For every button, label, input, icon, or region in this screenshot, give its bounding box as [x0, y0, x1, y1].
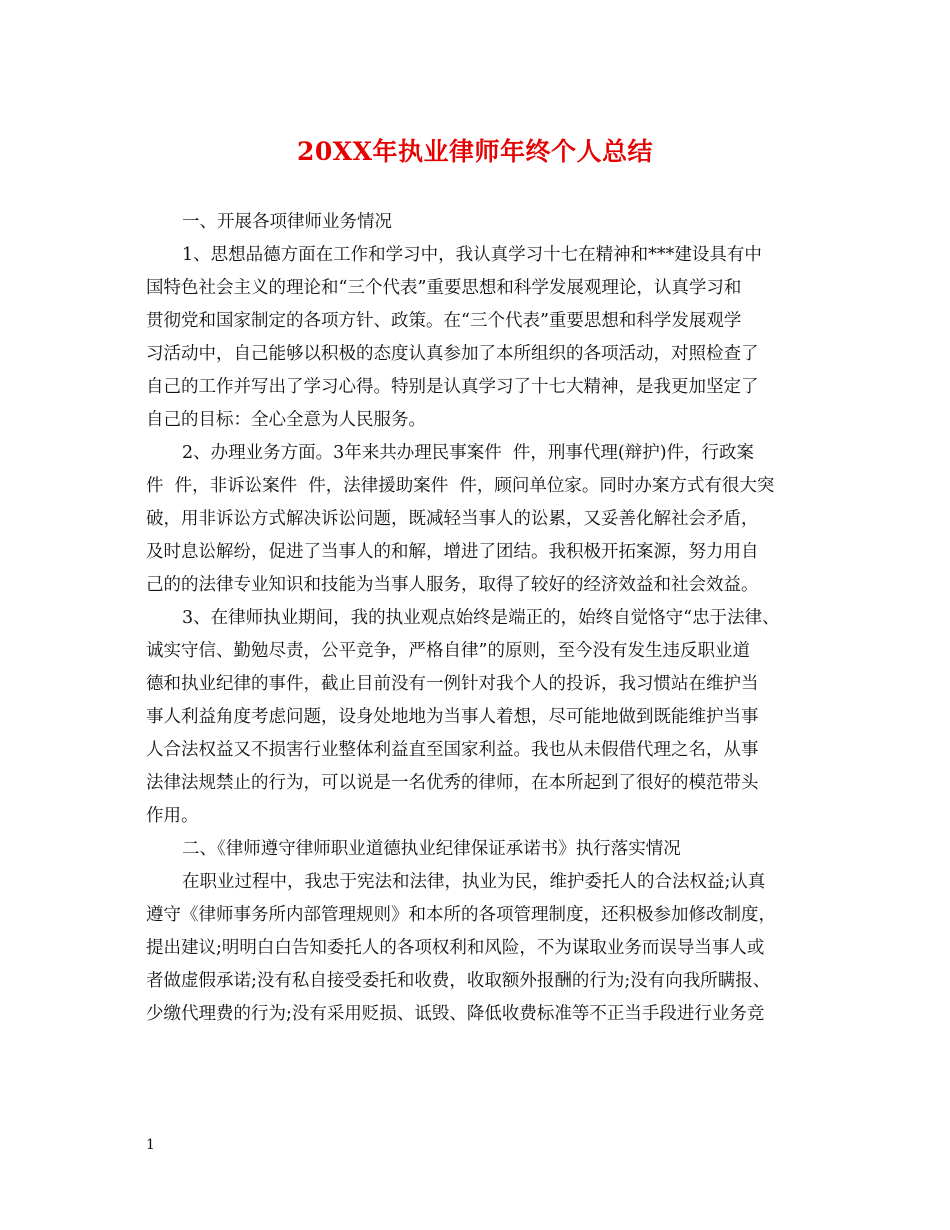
paragraph-line: 3、在律师执业期间，我的执业观点始终是端正的，始终自觉恪守“忠于法律、: [182, 608, 780, 628]
paragraph-line: 提出建议;明明白白告知委托人的各项权利和风险，不为谋取业务而误导当事人或: [146, 938, 765, 958]
document-body: [146, 206, 826, 1031]
paragraph-line: 少缴代理费的行为;没有采用贬损、诋毁、降低收费标准等不正当手段进行业务竞: [146, 1004, 765, 1024]
section-heading-1: 一、开展各项律师业务情况: [182, 212, 392, 232]
paragraph-line: 1、思想品德方面在工作和学习中，我认真学习十七在精神和***建设具有中: [182, 245, 762, 265]
paragraph-line: 贯彻党和国家制定的各项方针、政策。在“三个代表”重要思想和科学发展观学: [146, 311, 742, 331]
paragraph-line: 作用。: [146, 806, 199, 826]
paragraph-line: 法律法规禁止的行为，可以说是一名优秀的律师，在本所起到了很好的模范带头: [146, 773, 759, 793]
paragraph-line: 自己的工作并写出了学习心得。特别是认真学习了十七大精神，是我更加坚定了: [146, 377, 759, 397]
paragraph-line: 人合法权益又不损害行业整体利益直至国家利益。我也从未假借代理之名，从事: [146, 740, 759, 760]
paragraph-line: 事人利益角度考虑问题，设身处地地为当事人着想，尽可能地做到既能维护当事: [146, 707, 759, 727]
paragraph-line: 诚实守信、勤勉尽责，公平竞争，严格自律”的原则，至今没有发生违反职业道: [146, 641, 750, 661]
paragraph-line: 破，用非诉讼方式解决诉讼问题，既减轻当事人的讼累，又妥善化解社会矛盾，: [146, 509, 759, 529]
paragraph-line: 德和执业纪律的事件，截止目前没有一例针对我个人的投诉，我习惯站在维护当: [146, 674, 759, 694]
paragraph-line: 件 件，非诉讼案件 件，法律援助案件 件，顾问单位家。同时办案方式有很大突: [146, 476, 775, 496]
paragraph-line: 习活动中，自己能够以积极的态度认真参加了本所组织的各项活动，对照检查了: [146, 344, 759, 364]
paragraph-line: 遵守《律师事务所内部管理规则》和本所的各项管理制度，还积极参加修改制度，: [146, 905, 776, 925]
document-title: 20XX年执业律师年终个人总结: [296, 137, 654, 166]
paragraph-line: 己的的法律专业知识和技能为当事人服务，取得了较好的经济效益和社会效益。: [146, 575, 759, 595]
paragraph-line: 自己的目标：全心全意为人民服务。: [146, 410, 426, 430]
section-heading-2: 二、《律师遵守律师职业道德执业纪律保证承诺书》执行落实情况: [182, 839, 681, 859]
page-number: 1: [146, 1137, 155, 1153]
paragraph-line: 在职业过程中，我忠于宪法和法律，执业为民，维护委托人的合法权益;认真: [182, 872, 766, 892]
paragraph-line: 者做虚假承诺;没有私自接受委托和收费，收取额外报酬的行为;没有向我所瞒报、: [146, 971, 771, 991]
paragraph-line: 2、办理业务方面。3年来共办理民事案件 件，刑事代理(辩护)件，行政案: [182, 443, 755, 463]
paragraph-line: 国特色社会主义的理论和“三个代表”重要思想和科学发展观理论，认真学习和: [146, 278, 742, 298]
paragraph-line: 及时息讼解纷，促进了当事人的和解，增进了团结。我积极开拓案源，努力用自: [146, 542, 759, 562]
